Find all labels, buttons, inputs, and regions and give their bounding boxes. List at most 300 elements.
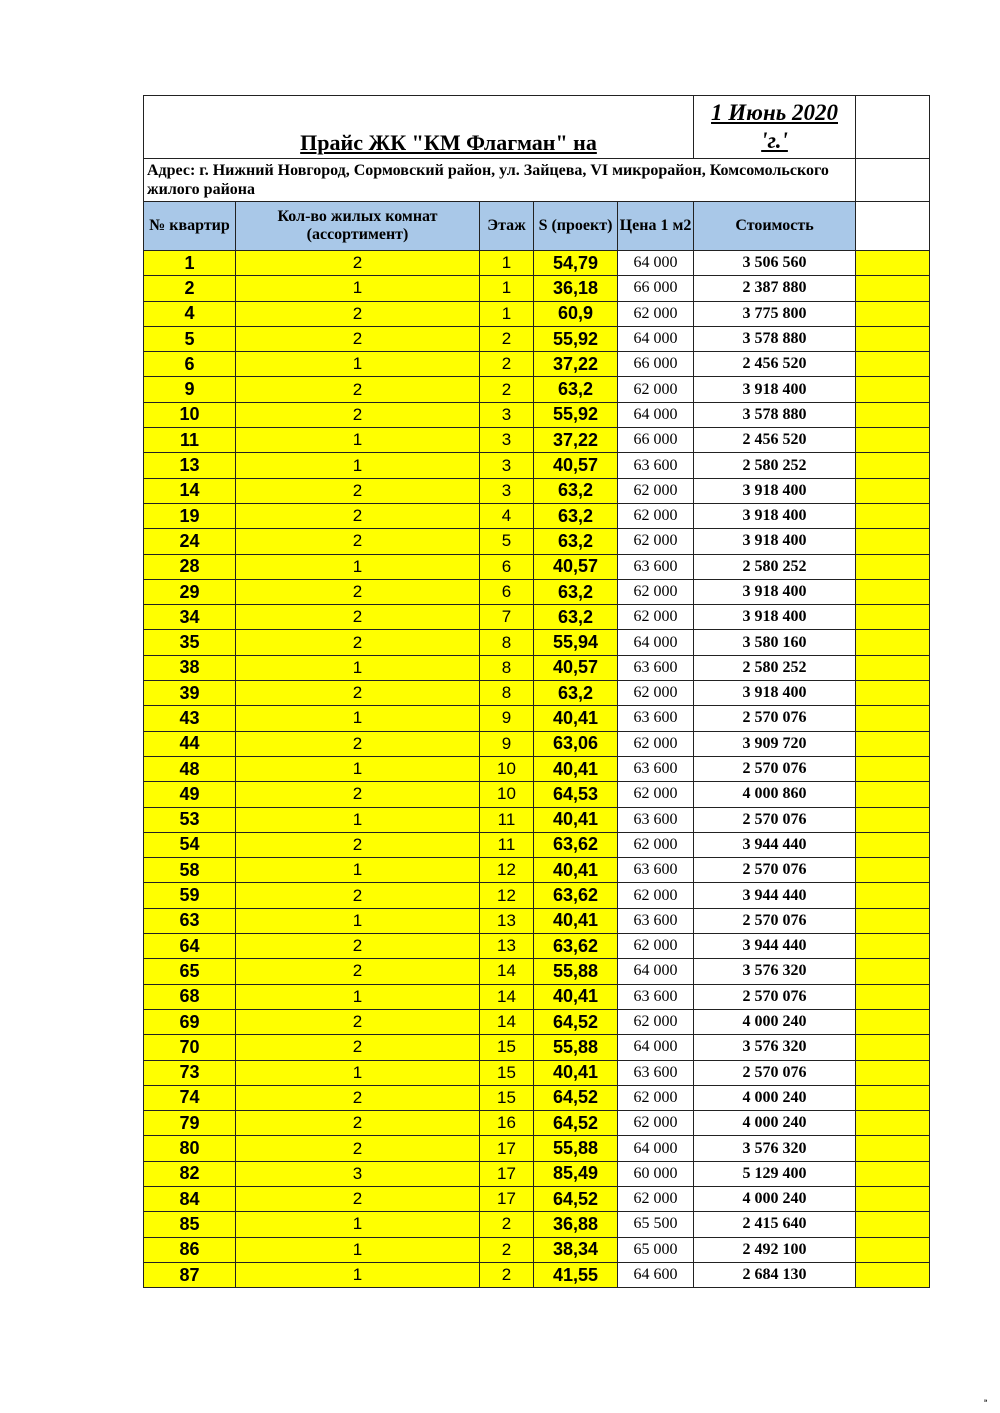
table-row [144, 1262, 930, 1287]
cell-empty [856, 706, 930, 731]
cell-price: 63 600 [618, 655, 694, 680]
cell-area: 64,53 [534, 782, 618, 807]
cell-empty [856, 655, 930, 680]
cell-cost: 3 918 400 [694, 377, 856, 402]
cell-area: 40,41 [534, 984, 618, 1009]
cell-price: 64 000 [618, 959, 694, 984]
cell-floor: 10 [480, 782, 534, 807]
cell-cost: 4 000 240 [694, 1111, 856, 1136]
cell-area: 54,79 [534, 251, 618, 276]
table-row [144, 681, 930, 706]
cell-num: 14 [144, 478, 236, 503]
cell-empty [856, 478, 930, 503]
header-area: S (проект) [534, 202, 618, 251]
cell-empty [856, 1161, 930, 1186]
cell-num: 58 [144, 858, 236, 883]
cell-area: 64,52 [534, 1009, 618, 1034]
cell-rooms: 1 [236, 352, 480, 377]
table-row [144, 453, 930, 478]
cell-cost: 4 000 240 [694, 1186, 856, 1211]
table-row [144, 706, 930, 731]
cell-area: 55,92 [534, 326, 618, 351]
cell-num: 84 [144, 1186, 236, 1211]
cell-cost: 2 580 252 [694, 453, 856, 478]
cell-price: 65 000 [618, 1237, 694, 1262]
cell-area: 40,57 [534, 554, 618, 579]
cell-price: 63 600 [618, 706, 694, 731]
cell-cost: 3 909 720 [694, 731, 856, 756]
cell-empty [856, 1085, 930, 1110]
cell-area: 60,9 [534, 301, 618, 326]
cell-cost: 2 456 520 [694, 352, 856, 377]
cell-area: 37,22 [534, 428, 618, 453]
cell-empty [856, 731, 930, 756]
cell-floor: 2 [480, 1262, 534, 1287]
cell-price: 62 000 [618, 883, 694, 908]
cell-empty [856, 807, 930, 832]
cell-rooms: 1 [236, 1212, 480, 1237]
cell-num: 9 [144, 377, 236, 402]
cell-cost: 2 570 076 [694, 858, 856, 883]
cell-rooms: 2 [236, 1111, 480, 1136]
cell-num: 29 [144, 579, 236, 604]
cell-num: 85 [144, 1212, 236, 1237]
table-row [144, 655, 930, 680]
cell-empty [856, 984, 930, 1009]
cell-price: 63 600 [618, 554, 694, 579]
table-row [144, 503, 930, 528]
cell-rooms: 2 [236, 402, 480, 427]
cell-rooms: 2 [236, 1009, 480, 1034]
empty-cell [856, 96, 930, 159]
cell-cost: 2 387 880 [694, 276, 856, 301]
cell-rooms: 1 [236, 908, 480, 933]
table-row [144, 605, 930, 630]
cell-area: 63,62 [534, 883, 618, 908]
cell-empty [856, 1212, 930, 1237]
cell-floor: 3 [480, 453, 534, 478]
table-row [144, 428, 930, 453]
table-row [144, 1111, 930, 1136]
cell-price: 62 000 [618, 478, 694, 503]
cell-floor: 2 [480, 326, 534, 351]
cell-price: 64 000 [618, 251, 694, 276]
cell-empty [856, 251, 930, 276]
cell-floor: 17 [480, 1161, 534, 1186]
cell-cost: 2 570 076 [694, 984, 856, 1009]
cell-price: 64 600 [618, 1262, 694, 1287]
cell-area: 55,88 [534, 1035, 618, 1060]
cell-price: 62 000 [618, 605, 694, 630]
cell-cost: 3 918 400 [694, 605, 856, 630]
cell-rooms: 1 [236, 276, 480, 301]
cell-area: 63,2 [534, 377, 618, 402]
cell-area: 63,2 [534, 579, 618, 604]
cell-rooms: 2 [236, 832, 480, 857]
cell-floor: 10 [480, 756, 534, 781]
table-row [144, 1009, 930, 1034]
cell-num: 53 [144, 807, 236, 832]
cell-num: 28 [144, 554, 236, 579]
cell-num: 82 [144, 1161, 236, 1186]
cell-rooms: 2 [236, 326, 480, 351]
date-cell [694, 96, 856, 159]
table-row [144, 731, 930, 756]
cell-price: 62 000 [618, 1085, 694, 1110]
cell-area: 63,2 [534, 529, 618, 554]
cell-cost: 2 570 076 [694, 706, 856, 731]
cell-area: 36,88 [534, 1212, 618, 1237]
cell-price: 63 600 [618, 807, 694, 832]
cell-num: 64 [144, 934, 236, 959]
cell-price: 66 000 [618, 352, 694, 377]
cell-price: 62 000 [618, 1111, 694, 1136]
cell-rooms: 2 [236, 934, 480, 959]
cell-empty [856, 554, 930, 579]
cell-rooms: 2 [236, 1136, 480, 1161]
corner-mark: ⁍ [983, 1397, 988, 1407]
cell-floor: 14 [480, 959, 534, 984]
table-row [144, 934, 930, 959]
header-num: № квартир [144, 202, 236, 251]
cell-cost: 3 506 560 [694, 251, 856, 276]
table-row [144, 402, 930, 427]
cell-empty [856, 301, 930, 326]
cell-rooms: 2 [236, 883, 480, 908]
cell-cost: 2 570 076 [694, 756, 856, 781]
cell-area: 40,41 [534, 858, 618, 883]
cell-rooms: 1 [236, 428, 480, 453]
cell-area: 40,57 [534, 453, 618, 478]
cell-cost: 4 000 860 [694, 782, 856, 807]
cell-area: 40,41 [534, 706, 618, 731]
table-row [144, 782, 930, 807]
cell-area: 63,06 [534, 731, 618, 756]
cell-floor: 3 [480, 428, 534, 453]
cell-price: 64 000 [618, 630, 694, 655]
cell-empty [856, 428, 930, 453]
cell-num: 19 [144, 503, 236, 528]
cell-floor: 16 [480, 1111, 534, 1136]
header-row [144, 202, 930, 251]
cell-num: 48 [144, 756, 236, 781]
header-floor: Этаж [480, 202, 534, 251]
cell-num: 39 [144, 681, 236, 706]
address: Адрес: г. Нижний Новгород, Сормовский район, ул. Зайцева, VI микрорайон, Комсомольского жилого района [144, 159, 856, 202]
cell-area: 40,41 [534, 1060, 618, 1085]
cell-empty [856, 1136, 930, 1161]
cell-rooms: 1 [236, 554, 480, 579]
cell-cost: 3 576 320 [694, 1035, 856, 1060]
cell-cost: 5 129 400 [694, 1161, 856, 1186]
cell-rooms: 1 [236, 655, 480, 680]
cell-floor: 13 [480, 934, 534, 959]
cell-floor: 3 [480, 402, 534, 427]
cell-empty [856, 908, 930, 933]
cell-price: 63 600 [618, 756, 694, 781]
cell-num: 34 [144, 605, 236, 630]
cell-area: 63,2 [534, 605, 618, 630]
cell-area: 64,52 [534, 1186, 618, 1211]
cell-num: 87 [144, 1262, 236, 1287]
cell-floor: 1 [480, 276, 534, 301]
cell-cost: 3 578 880 [694, 326, 856, 351]
table-row [144, 883, 930, 908]
cell-floor: 11 [480, 832, 534, 857]
cell-price: 62 000 [618, 579, 694, 604]
cell-rooms: 2 [236, 1035, 480, 1060]
cell-price: 62 000 [618, 301, 694, 326]
cell-price: 63 600 [618, 1060, 694, 1085]
cell-rooms: 2 [236, 782, 480, 807]
cell-num: 74 [144, 1085, 236, 1110]
cell-num: 65 [144, 959, 236, 984]
table-row [144, 630, 930, 655]
cell-price: 62 000 [618, 832, 694, 857]
cell-empty [856, 782, 930, 807]
cell-rooms: 2 [236, 1186, 480, 1211]
cell-area: 38,34 [534, 1237, 618, 1262]
table-row [144, 377, 930, 402]
cell-floor: 6 [480, 579, 534, 604]
cell-price: 63 600 [618, 858, 694, 883]
cell-floor: 12 [480, 883, 534, 908]
cell-price: 63 600 [618, 453, 694, 478]
cell-num: 4 [144, 301, 236, 326]
cell-rooms: 2 [236, 377, 480, 402]
cell-empty [856, 276, 930, 301]
cell-area: 40,41 [534, 756, 618, 781]
cell-price: 62 000 [618, 934, 694, 959]
cell-cost: 2 580 252 [694, 554, 856, 579]
cell-rooms: 2 [236, 251, 480, 276]
cell-rooms: 2 [236, 301, 480, 326]
cell-price: 64 000 [618, 326, 694, 351]
cell-rooms: 2 [236, 731, 480, 756]
cell-cost: 3 918 400 [694, 579, 856, 604]
cell-floor: 8 [480, 681, 534, 706]
cell-empty [856, 756, 930, 781]
table-row [144, 276, 930, 301]
table-row [144, 1161, 930, 1186]
date-line-2: 'г.' [761, 128, 788, 153]
cell-cost: 3 944 440 [694, 934, 856, 959]
cell-num: 68 [144, 984, 236, 1009]
cell-area: 55,88 [534, 959, 618, 984]
cell-cost: 2 570 076 [694, 1060, 856, 1085]
table-row [144, 756, 930, 781]
empty-cell [856, 159, 930, 202]
cell-floor: 15 [480, 1085, 534, 1110]
cell-cost: 3 775 800 [694, 301, 856, 326]
cell-num: 2 [144, 276, 236, 301]
cell-num: 11 [144, 428, 236, 453]
header-empty [856, 202, 930, 251]
table-row [144, 529, 930, 554]
cell-num: 5 [144, 326, 236, 351]
cell-floor: 2 [480, 377, 534, 402]
cell-empty [856, 883, 930, 908]
cell-cost: 3 944 440 [694, 883, 856, 908]
cell-cost: 3 576 320 [694, 959, 856, 984]
cell-rooms: 1 [236, 1237, 480, 1262]
cell-rooms: 2 [236, 503, 480, 528]
cell-cost: 3 918 400 [694, 503, 856, 528]
table-row [144, 858, 930, 883]
cell-rooms: 2 [236, 681, 480, 706]
cell-empty [856, 453, 930, 478]
cell-num: 13 [144, 453, 236, 478]
cell-area: 55,92 [534, 402, 618, 427]
table-row [144, 984, 930, 1009]
cell-empty [856, 1035, 930, 1060]
cell-area: 63,62 [534, 934, 618, 959]
date-line-1: 1 Июнь 2020 [711, 100, 838, 125]
cell-floor: 11 [480, 807, 534, 832]
cell-cost: 3 918 400 [694, 529, 856, 554]
cell-rooms: 2 [236, 529, 480, 554]
cell-empty [856, 934, 930, 959]
cell-floor: 1 [480, 301, 534, 326]
cell-num: 35 [144, 630, 236, 655]
cell-rooms: 2 [236, 959, 480, 984]
cell-price: 62 000 [618, 681, 694, 706]
table-row [144, 959, 930, 984]
cell-rooms: 1 [236, 984, 480, 1009]
cell-price: 62 000 [618, 503, 694, 528]
table-row [144, 1085, 930, 1110]
cell-price: 66 000 [618, 276, 694, 301]
cell-num: 6 [144, 352, 236, 377]
cell-floor: 4 [480, 503, 534, 528]
cell-price: 60 000 [618, 1161, 694, 1186]
cell-floor: 14 [480, 984, 534, 1009]
cell-empty [856, 352, 930, 377]
cell-floor: 6 [480, 554, 534, 579]
cell-empty [856, 503, 930, 528]
table-row [144, 1186, 930, 1211]
table-row [144, 807, 930, 832]
cell-rooms: 1 [236, 807, 480, 832]
cell-rooms: 1 [236, 1262, 480, 1287]
cell-num: 10 [144, 402, 236, 427]
cell-empty [856, 326, 930, 351]
cell-cost: 3 918 400 [694, 478, 856, 503]
cell-num: 1 [144, 251, 236, 276]
cell-num: 44 [144, 731, 236, 756]
cell-rooms: 2 [236, 1085, 480, 1110]
cell-price: 64 000 [618, 1035, 694, 1060]
cell-num: 43 [144, 706, 236, 731]
cell-empty [856, 858, 930, 883]
cell-empty [856, 959, 930, 984]
table-row [144, 1237, 930, 1262]
cell-price: 63 600 [618, 984, 694, 1009]
cell-price: 62 000 [618, 1186, 694, 1211]
cell-empty [856, 605, 930, 630]
cell-num: 80 [144, 1136, 236, 1161]
cell-price: 62 000 [618, 1009, 694, 1034]
header-rooms: Кол-во жилых комнат (ассортимент) [236, 202, 480, 251]
cell-rooms: 2 [236, 630, 480, 655]
cell-cost: 2 580 252 [694, 655, 856, 680]
cell-empty [856, 1060, 930, 1085]
table-row [144, 1212, 930, 1237]
cell-price: 62 000 [618, 377, 694, 402]
cell-area: 36,18 [534, 276, 618, 301]
cell-empty [856, 1186, 930, 1211]
cell-floor: 9 [480, 731, 534, 756]
cell-num: 54 [144, 832, 236, 857]
cell-area: 40,57 [534, 655, 618, 680]
cell-num: 38 [144, 655, 236, 680]
cell-rooms: 1 [236, 706, 480, 731]
cell-floor: 3 [480, 478, 534, 503]
cell-cost: 2 456 520 [694, 428, 856, 453]
cell-cost: 2 570 076 [694, 908, 856, 933]
table-row [144, 554, 930, 579]
cell-area: 63,2 [534, 681, 618, 706]
cell-cost: 3 944 440 [694, 832, 856, 857]
header-price: Цена 1 м2 [618, 202, 694, 251]
cell-floor: 17 [480, 1136, 534, 1161]
cell-num: 24 [144, 529, 236, 554]
cell-floor: 2 [480, 1212, 534, 1237]
cell-num: 69 [144, 1009, 236, 1034]
table-row [144, 579, 930, 604]
cell-rooms: 1 [236, 453, 480, 478]
cell-empty [856, 832, 930, 857]
cell-num: 70 [144, 1035, 236, 1060]
cell-rooms: 1 [236, 756, 480, 781]
cell-cost: 3 580 160 [694, 630, 856, 655]
cell-floor: 5 [480, 529, 534, 554]
cell-rooms: 2 [236, 605, 480, 630]
table-row [144, 908, 930, 933]
cell-area: 55,88 [534, 1136, 618, 1161]
cell-cost: 2 570 076 [694, 807, 856, 832]
cell-empty [856, 630, 930, 655]
cell-area: 63,2 [534, 503, 618, 528]
cell-cost: 4 000 240 [694, 1085, 856, 1110]
cell-price: 62 000 [618, 782, 694, 807]
cell-empty [856, 1262, 930, 1287]
cell-area: 41,55 [534, 1262, 618, 1287]
cell-rooms: 1 [236, 1060, 480, 1085]
table-row [144, 832, 930, 857]
cell-area: 64,52 [534, 1111, 618, 1136]
cell-empty [856, 1111, 930, 1136]
cell-area: 63,62 [534, 832, 618, 857]
cell-floor: 13 [480, 908, 534, 933]
table-row [144, 352, 930, 377]
cell-rooms: 3 [236, 1161, 480, 1186]
cell-price: 65 500 [618, 1212, 694, 1237]
cell-cost: 3 576 320 [694, 1136, 856, 1161]
cell-floor: 15 [480, 1060, 534, 1085]
cell-floor: 1 [480, 251, 534, 276]
cell-cost: 3 918 400 [694, 681, 856, 706]
price-table [143, 95, 930, 1288]
table-row [144, 1035, 930, 1060]
cell-floor: 7 [480, 605, 534, 630]
cell-floor: 8 [480, 655, 534, 680]
cell-floor: 14 [480, 1009, 534, 1034]
cell-cost: 2 415 640 [694, 1212, 856, 1237]
table-row [144, 251, 930, 276]
page-title: Прайс ЖК "КМ Флагман" на [300, 130, 597, 155]
table-row [144, 301, 930, 326]
